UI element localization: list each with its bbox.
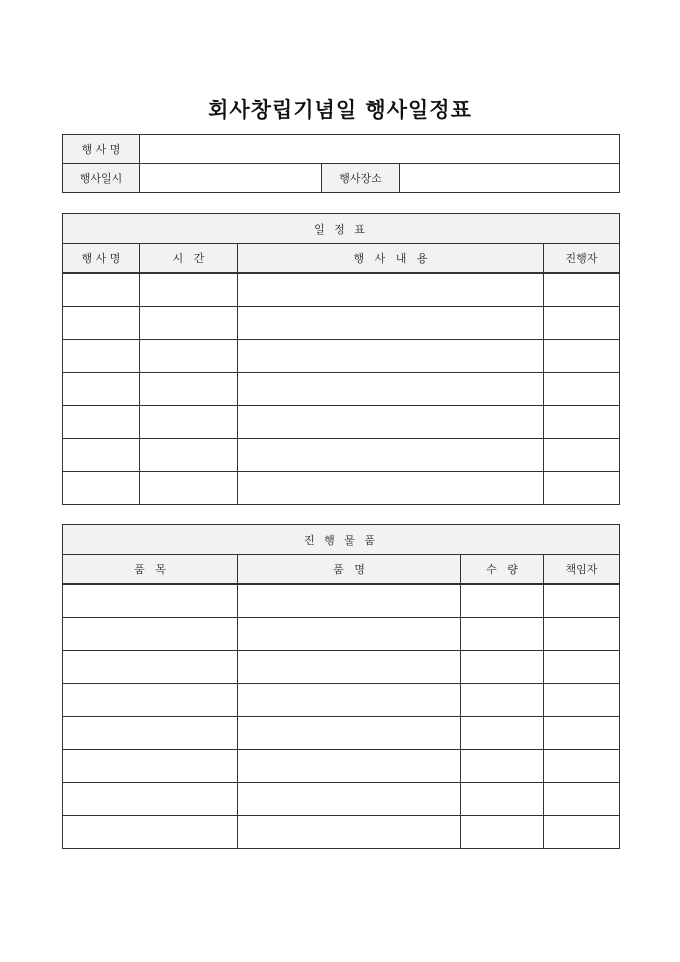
event-name-cell[interactable] [63,472,140,505]
quantity-cell[interactable] [461,750,544,783]
item-cell[interactable] [63,584,238,618]
content-cell[interactable] [238,273,544,307]
table-row [63,373,620,406]
content-cell[interactable] [238,340,544,373]
name-cell[interactable] [238,618,461,651]
quantity-cell[interactable] [461,651,544,684]
time-cell[interactable] [140,472,238,505]
table-row [63,684,620,717]
host-cell[interactable] [544,273,620,307]
event-name-cell[interactable] [63,406,140,439]
content-cell[interactable] [238,439,544,472]
table-row [63,783,620,816]
table-row [63,618,620,651]
time-cell[interactable] [140,406,238,439]
table-row [63,472,620,505]
content-cell[interactable] [238,307,544,340]
event-name-label: 행 사 명 [63,135,140,164]
owner-cell[interactable] [544,584,620,618]
table-row [63,273,620,307]
item-cell[interactable] [63,783,238,816]
event-venue-field[interactable] [400,164,620,193]
event-name-cell[interactable] [63,307,140,340]
time-cell[interactable] [140,307,238,340]
host-cell[interactable] [544,307,620,340]
item-cell[interactable] [63,717,238,750]
name-cell[interactable] [238,584,461,618]
event-name-field[interactable] [140,135,620,164]
owner-cell[interactable] [544,717,620,750]
table-row [63,816,620,849]
table-row [63,406,620,439]
name-cell[interactable] [238,816,461,849]
time-cell[interactable] [140,439,238,472]
schedule-header-time: 시 간 [140,244,238,274]
item-cell[interactable] [63,750,238,783]
event-info-table [62,134,620,193]
table-row [63,750,620,783]
schedule-section-title: 일 정 표 [63,214,620,244]
supplies-header-item: 품 목 [63,555,238,585]
name-cell[interactable] [238,783,461,816]
table-row [63,651,620,684]
host-cell[interactable] [544,472,620,505]
item-cell[interactable] [63,684,238,717]
schedule-header-host: 진행자 [544,244,620,274]
supplies-table [62,524,620,849]
quantity-cell[interactable] [461,618,544,651]
name-cell[interactable] [238,684,461,717]
supplies-header-owner: 책임자 [544,555,620,585]
owner-cell[interactable] [544,783,620,816]
table-row [63,340,620,373]
content-cell[interactable] [238,373,544,406]
supplies-header-quantity: 수 량 [461,555,544,585]
item-cell[interactable] [63,618,238,651]
item-cell[interactable] [63,816,238,849]
table-row [63,439,620,472]
time-cell[interactable] [140,340,238,373]
document-title: 회사창립기념일 행사일정표 [208,98,472,122]
event-name-cell[interactable] [63,340,140,373]
quantity-cell[interactable] [461,816,544,849]
schedule-header-event-name: 행 사 명 [63,244,140,274]
supplies-header-name: 품 명 [238,555,461,585]
schedule-header-content: 행 사 내 용 [238,244,544,274]
host-cell[interactable] [544,406,620,439]
quantity-cell[interactable] [461,584,544,618]
event-datetime-label: 행사일시 [63,164,140,193]
quantity-cell[interactable] [461,684,544,717]
owner-cell[interactable] [544,684,620,717]
content-cell[interactable] [238,472,544,505]
event-name-cell[interactable] [63,373,140,406]
supplies-section-title: 진 행 물 품 [63,525,620,555]
schedule-table [62,213,620,505]
owner-cell[interactable] [544,618,620,651]
owner-cell[interactable] [544,651,620,684]
event-name-cell[interactable] [63,273,140,307]
quantity-cell[interactable] [461,717,544,750]
name-cell[interactable] [238,717,461,750]
table-row [63,307,620,340]
content-cell[interactable] [238,406,544,439]
host-cell[interactable] [544,340,620,373]
time-cell[interactable] [140,373,238,406]
table-row [63,717,620,750]
time-cell[interactable] [140,273,238,307]
table-row [63,584,620,618]
owner-cell[interactable] [544,816,620,849]
quantity-cell[interactable] [461,783,544,816]
item-cell[interactable] [63,651,238,684]
event-venue-label: 행사장소 [322,164,400,193]
event-datetime-field[interactable] [140,164,322,193]
host-cell[interactable] [544,439,620,472]
host-cell[interactable] [544,373,620,406]
name-cell[interactable] [238,651,461,684]
owner-cell[interactable] [544,750,620,783]
name-cell[interactable] [238,750,461,783]
event-name-cell[interactable] [63,439,140,472]
